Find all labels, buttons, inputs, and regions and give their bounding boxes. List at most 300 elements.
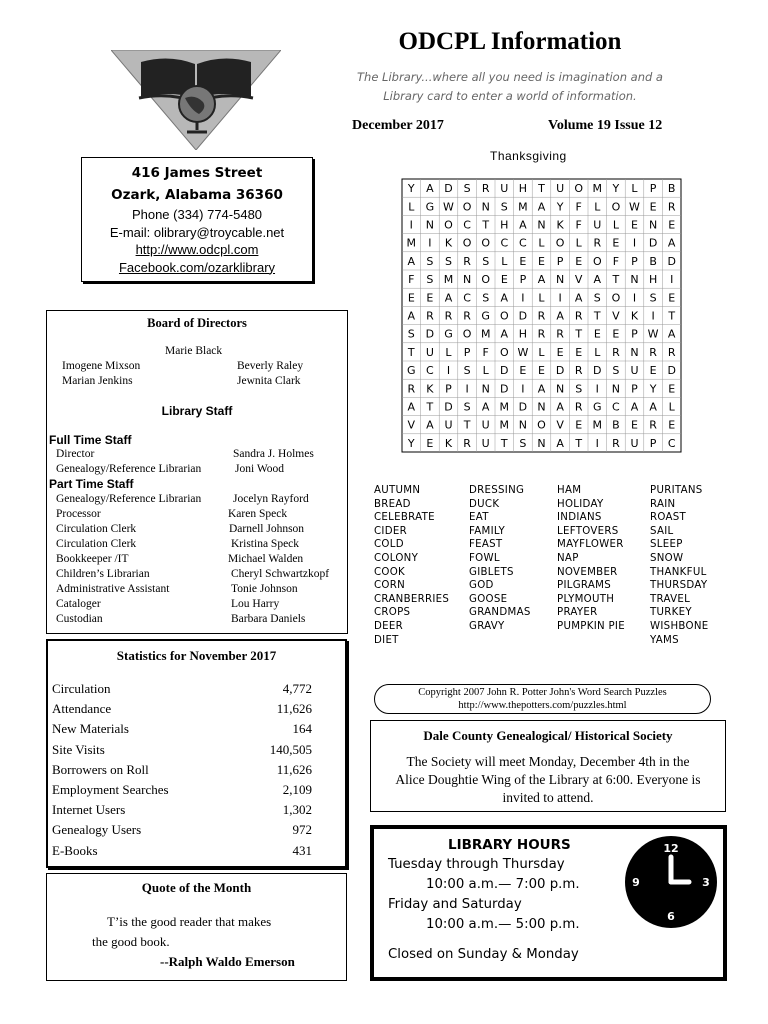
grid-letter: A xyxy=(444,291,453,305)
grid-letter: O xyxy=(611,291,621,305)
grid-letter: T xyxy=(575,327,583,341)
statistic-label: Employment Searches xyxy=(52,782,169,797)
phone-number: Phone (334) 774-5480 xyxy=(131,207,263,222)
statistic-label: Site Visits xyxy=(52,741,105,757)
grid-letter: A xyxy=(667,327,676,341)
grid-letter: R xyxy=(426,309,434,323)
grid-letter: T xyxy=(463,418,471,432)
grid-letter: N xyxy=(481,200,490,214)
grid-letter: O xyxy=(574,182,584,196)
puzzle-title: Thanksgiving xyxy=(490,149,567,163)
grid-letter: C xyxy=(612,400,620,414)
grid-letter: R xyxy=(463,309,471,323)
website-link[interactable]: http://www.odcpl.com xyxy=(135,242,259,257)
grid-letter: N xyxy=(630,273,639,287)
grid-letter: U xyxy=(593,218,602,232)
grid-letter: E xyxy=(519,364,527,378)
grid-letter: A xyxy=(649,400,657,414)
grid-letter: E xyxy=(668,291,676,305)
grid-letter: V xyxy=(407,418,416,432)
grid-letter: A xyxy=(426,182,434,196)
grid-letter: P xyxy=(631,327,638,341)
puzzle-word: RAIN xyxy=(650,498,676,510)
staff-role: Genealogy/Reference Librarian xyxy=(56,493,202,505)
grid-letter: T xyxy=(482,218,490,232)
grid-letter: S xyxy=(426,273,434,287)
grid-letter: E xyxy=(575,345,583,359)
puzzle-word: GOOSE xyxy=(469,593,508,605)
grid-letter: O xyxy=(481,273,491,287)
grid-letter: E xyxy=(575,418,583,432)
grid-letter: C xyxy=(667,436,676,450)
grid-letter: N xyxy=(481,382,490,396)
word-column-1 xyxy=(374,484,449,647)
grid-letter: W xyxy=(629,200,640,214)
staff-name: Karen Speck xyxy=(228,508,288,520)
grid-letter: A xyxy=(407,309,416,323)
grid-letter: U xyxy=(444,418,453,432)
staff-name: Jocelyn Rayford xyxy=(233,493,309,505)
staff-name: Tonie Johnson xyxy=(231,583,298,595)
grid-letter: E xyxy=(538,254,545,268)
grid-letter: O xyxy=(592,254,602,268)
statistic-label: Genealogy Users xyxy=(52,822,142,838)
grid-letter: Y xyxy=(612,182,620,196)
grid-letter: E xyxy=(668,418,676,432)
grid-letter: T xyxy=(593,309,601,323)
grid-letter: R xyxy=(463,254,471,268)
staff-role: Administrative Assistant xyxy=(56,583,170,595)
grid-letter: C xyxy=(519,236,527,250)
grid-letter: N xyxy=(555,382,565,396)
library-hours-box xyxy=(370,825,727,981)
puzzle-word: FAMILY xyxy=(469,525,506,537)
grid-letter: E xyxy=(538,364,545,378)
staff-role: Cataloger xyxy=(56,598,101,610)
puzzle-word: HAM xyxy=(557,485,582,496)
grid-letter: E xyxy=(612,327,620,341)
grid-letter: D xyxy=(500,364,509,378)
grid-letter: M xyxy=(480,327,491,341)
grid-letter: R xyxy=(667,200,676,214)
grid-letter: O xyxy=(481,236,491,250)
grid-letter: R xyxy=(537,309,546,323)
grid-letter: D xyxy=(444,400,453,414)
society-line-2: Alice Doughtie Wing of the Library at 6:00. Everyone is xyxy=(395,772,701,787)
grid-letter: T xyxy=(538,182,545,196)
grid-letter: G xyxy=(593,400,602,414)
grid-letter: C xyxy=(500,236,509,250)
grid-letter: S xyxy=(407,327,415,341)
grid-letter: C xyxy=(463,291,471,305)
staff-role: Director xyxy=(56,448,95,460)
grid-letter: A xyxy=(556,309,564,323)
grid-letter: A xyxy=(537,273,546,287)
grid-letter: Y xyxy=(407,182,415,196)
grid-letter: S xyxy=(482,254,490,268)
grid-letter: E xyxy=(426,291,434,305)
statistic-row xyxy=(52,822,312,838)
puzzle-word: DIET xyxy=(374,634,399,646)
statistic-row xyxy=(52,701,312,717)
street-address: 416 James Street xyxy=(131,165,263,181)
grid-letter: U xyxy=(500,182,509,196)
grid-letter: I xyxy=(595,436,599,450)
grid-letter: W xyxy=(443,200,454,214)
grid-letter: A xyxy=(537,382,546,396)
clock-number-12: 12 xyxy=(663,842,679,855)
statistic-row xyxy=(52,681,312,697)
grid-letter: L xyxy=(538,236,545,250)
society-box xyxy=(370,720,726,812)
puzzle-word: PILGRAMS xyxy=(557,580,612,592)
grid-letter: I xyxy=(428,236,432,250)
book-globe-logo xyxy=(111,50,281,150)
email-address[interactable]: E-mail: olibrary@troycable.net xyxy=(109,224,285,240)
grid-letter: D xyxy=(648,236,658,250)
grid-letter: K xyxy=(444,236,453,250)
puzzle-word: DRESSING xyxy=(469,485,525,496)
grid-letter: P xyxy=(556,254,564,268)
grid-letter: M xyxy=(499,418,510,432)
puzzle-word: PLYMOUTH xyxy=(557,593,615,605)
statistic-value: 4,772 xyxy=(282,681,312,696)
grid-letter: N xyxy=(518,418,528,432)
puzzle-word: CIDER xyxy=(374,525,407,537)
staff-role: Processor xyxy=(56,508,101,520)
grid-letter: R xyxy=(593,236,602,250)
society-line-1: The Society will meet Monday, December 4th in the xyxy=(406,754,690,769)
puzzle-word: EAT xyxy=(469,512,489,524)
puzzle-word: CRANBERRIES xyxy=(374,593,450,605)
grid-letter: D xyxy=(518,309,528,323)
puzzle-word: FEAST xyxy=(469,539,503,551)
grid-letter: V xyxy=(556,418,564,432)
grid-letter: E xyxy=(575,254,583,268)
grid-letter: T xyxy=(500,436,508,450)
statistic-value: 2,109 xyxy=(282,782,312,797)
board-staff-box xyxy=(46,310,348,634)
grid-letter: R xyxy=(537,327,546,341)
grid-letter: D xyxy=(518,400,528,414)
grid-letter: A xyxy=(593,273,602,287)
grid-letter: A xyxy=(630,400,639,414)
grid-letter: A xyxy=(537,200,546,214)
grid-letter: O xyxy=(499,309,509,323)
staff-name: Sandra J. Holmes xyxy=(233,448,314,460)
word-column-3 xyxy=(557,484,625,634)
statistic-value: 1,302 xyxy=(282,802,312,818)
word-search-grid xyxy=(400,178,686,458)
grid-letter: B xyxy=(649,254,657,268)
grid-letter: R xyxy=(612,436,620,450)
grid-letter: M xyxy=(406,236,417,250)
grid-letter: D xyxy=(667,254,676,268)
statistic-row xyxy=(52,762,312,778)
grid-letter: A xyxy=(426,418,434,432)
grid-letter: S xyxy=(482,291,490,305)
grid-letter: E xyxy=(500,273,508,287)
grid-letter: N xyxy=(537,218,546,232)
statistic-value: 140,505 xyxy=(269,741,312,757)
grid-letter: I xyxy=(465,382,469,396)
hours-days-2: Friday and Saturday xyxy=(388,897,522,912)
puzzle-word: CROPS xyxy=(374,607,411,619)
grid-letter: O xyxy=(499,345,509,359)
grid-letter: R xyxy=(574,364,583,378)
statistic-label: New Materials xyxy=(52,721,129,737)
grid-letter: U xyxy=(630,436,639,450)
puzzle-word: FOWL xyxy=(469,552,500,564)
grid-letter: E xyxy=(668,218,676,232)
society-text xyxy=(371,753,725,807)
grid-letter: M xyxy=(499,400,510,414)
hours-days-1: Tuesday through Thursday xyxy=(388,857,565,872)
city-address: Ozark, Alabama 36360 xyxy=(111,187,283,203)
grid-letter: O xyxy=(555,236,565,250)
grid-letter: T xyxy=(426,400,434,414)
puzzle-word: INDIANS xyxy=(557,512,602,524)
grid-letter: Y xyxy=(649,382,657,396)
puzzle-word: NOVEMBER xyxy=(557,566,618,578)
puzzle-word: WISHBONE xyxy=(650,620,709,632)
clock-number-6: 6 xyxy=(667,910,675,923)
grid-letter: L xyxy=(668,400,675,414)
grid-letter: A xyxy=(519,218,527,232)
issue-volume: Volume 19 Issue 12 xyxy=(548,118,663,133)
grid-letter: M xyxy=(518,200,528,214)
board-member: Beverly Raley xyxy=(237,360,304,372)
library-logo xyxy=(111,50,281,150)
grid-letter: R xyxy=(649,418,657,432)
grid-letter: I xyxy=(446,364,451,378)
issue-date: December 2017 xyxy=(352,118,444,133)
grid-letter: L xyxy=(594,200,601,214)
grid-letter: U xyxy=(425,345,434,359)
grid-letter: A xyxy=(556,436,564,450)
grid-letter: Y xyxy=(556,200,564,214)
grid-letter: L xyxy=(482,364,489,378)
grid-letter: B xyxy=(612,418,620,432)
grid-letter: L xyxy=(538,291,545,305)
grid-letter: E xyxy=(668,382,676,396)
grid-letter: R xyxy=(649,345,657,359)
grid-letter: F xyxy=(482,345,489,359)
grid-letter: R xyxy=(556,327,564,341)
grid-letter: O xyxy=(611,200,621,214)
tagline xyxy=(345,68,675,106)
grid-letter: V xyxy=(574,273,583,287)
quote-title: Quote of the Month xyxy=(141,880,252,895)
puzzle-word: NAP xyxy=(557,552,579,564)
grid-letter: L xyxy=(594,345,601,359)
statistic-label: Circulation xyxy=(52,681,111,696)
grid-letter: I xyxy=(670,273,674,287)
puzzle-word: TURKEY xyxy=(650,607,692,619)
grid-letter: R xyxy=(481,182,490,196)
hours-time-1: 10:00 a.m.— 7:00 p.m. xyxy=(426,877,580,892)
puzzle-word: COLD xyxy=(374,539,404,551)
clock-icon xyxy=(622,833,720,931)
puzzle-copyright xyxy=(374,684,711,714)
grid-letter: E xyxy=(519,254,527,268)
puzzle-word: PURITANS xyxy=(650,485,703,496)
staff-role: Circulation Clerk xyxy=(56,523,137,535)
grid-letter: L xyxy=(631,182,638,196)
puzzle-word: PRAYER xyxy=(557,607,598,619)
grid-letter: A xyxy=(500,327,509,341)
grid-letter: U xyxy=(556,182,565,196)
staff-role: Genealogy/Reference Librarian xyxy=(56,463,202,475)
grid-letter: M xyxy=(592,418,603,432)
grid-letter: S xyxy=(500,200,508,214)
grid-letter: E xyxy=(649,364,657,378)
grid-letter: L xyxy=(538,345,545,359)
statistic-label: Attendance xyxy=(52,701,112,717)
hours-closed: Closed on Sunday & Monday xyxy=(388,947,579,962)
grid-letter: Y xyxy=(407,436,415,450)
grid-letter: D xyxy=(667,364,676,378)
staff-role: Bookkeeper /IT xyxy=(56,553,129,565)
full-time-label: Full Time Staff xyxy=(49,433,132,447)
part-time-label: Part Time Staff xyxy=(49,477,134,491)
grid-letter: I xyxy=(632,236,637,250)
grid-letter: S xyxy=(612,364,620,378)
grid-letter: S xyxy=(463,400,471,414)
grid-letter: O xyxy=(462,200,472,214)
puzzle-word: SLEEP xyxy=(650,539,683,551)
grid-letter: F xyxy=(408,273,415,287)
grid-letter: K xyxy=(556,218,564,232)
grid-letter: A xyxy=(407,400,416,414)
statistic-value: 431 xyxy=(292,842,312,858)
grid-letter: K xyxy=(426,382,434,396)
grid-letter: M xyxy=(592,182,603,196)
puzzle-word: SNOW xyxy=(650,552,684,564)
statistic-value: 11,626 xyxy=(276,701,312,717)
hours-time-2: 10:00 a.m.— 5:00 p.m. xyxy=(426,917,580,932)
grid-letter: A xyxy=(500,291,509,305)
statistic-label: Borrowers on Roll xyxy=(52,761,149,777)
grid-letter: G xyxy=(425,200,435,214)
statistic-label: E-Books xyxy=(52,842,98,858)
grid-letter: W xyxy=(517,345,529,359)
statistic-value: 164 xyxy=(292,721,312,737)
grid-letter: F xyxy=(575,200,582,214)
grid-letter: C xyxy=(463,218,471,232)
grid-letter: E xyxy=(649,200,657,214)
statistic-value: 11,626 xyxy=(276,761,312,777)
grid-letter: K xyxy=(444,436,453,450)
staff-name: Lou Harry xyxy=(231,598,280,610)
grid-letter: I xyxy=(595,382,599,396)
puzzle-word: GRAVY xyxy=(469,620,505,632)
staff-role: Children’s Librarian xyxy=(56,568,150,580)
grid-letter: L xyxy=(501,254,508,268)
facebook-link[interactable]: Facebook.com/ozarklibrary xyxy=(118,259,276,275)
society-title: Dale County Genealogical/ Historical Society xyxy=(423,728,673,743)
grid-letter: M xyxy=(443,273,454,287)
grid-letter: W xyxy=(647,327,659,341)
grid-letter: P xyxy=(649,436,657,450)
grid-letter: N xyxy=(425,218,435,232)
grid-letter: B xyxy=(667,182,676,196)
grid-letter: H xyxy=(648,273,658,287)
grid-letter: H xyxy=(518,327,528,341)
grid-letter: N xyxy=(462,273,472,287)
grid-letter: U xyxy=(481,418,490,432)
grid-letter: T xyxy=(575,436,583,450)
staff-role: Custodian xyxy=(56,613,103,625)
puzzle-word: GIBLETS xyxy=(469,566,514,578)
grid-letter: E xyxy=(426,436,434,450)
puzzle-word: MAYFLOWER xyxy=(557,539,624,551)
statistics-box xyxy=(46,639,347,868)
puzzle-word: COLONY xyxy=(374,552,419,564)
statistics-title: Statistics for November 2017 xyxy=(116,648,277,663)
grid-letter: L xyxy=(445,345,452,359)
grid-letter: S xyxy=(519,436,527,450)
puzzle-word: CORN xyxy=(374,580,406,592)
grid-letter: R xyxy=(463,436,471,450)
grid-letter: O xyxy=(462,236,472,250)
grid-letter: I xyxy=(651,309,655,323)
grid-letter: T xyxy=(407,345,415,359)
staff-name: Michael Walden xyxy=(228,553,304,565)
grid-letter: E xyxy=(556,345,564,359)
puzzle-word: THURSDAY xyxy=(650,580,708,592)
board-title: Board of Directors xyxy=(147,316,247,330)
staff-name: Cheryl Schwartzkopf xyxy=(231,568,330,580)
puzzle-word: GOD xyxy=(469,580,494,592)
grid-letter: V xyxy=(612,309,620,323)
grid-letter: E xyxy=(631,418,638,432)
grid-letter: G xyxy=(407,364,416,378)
puzzle-word: GRANDMAS xyxy=(469,607,531,619)
grid-letter: U xyxy=(481,436,490,450)
word-list xyxy=(374,484,714,654)
puzzle-word: DUCK xyxy=(469,498,500,510)
grid-letter: N xyxy=(630,345,639,359)
grid-letter: D xyxy=(555,364,565,378)
grid-letter: K xyxy=(630,309,639,323)
grid-letter: T xyxy=(612,273,620,287)
grid-letter: I xyxy=(521,291,525,305)
grid-letter: D xyxy=(593,364,602,378)
grid-letter: N xyxy=(648,218,658,232)
grid-letter: O xyxy=(462,327,472,341)
grid-letter: E xyxy=(631,218,638,232)
grid-letter: G xyxy=(481,309,490,323)
puzzle-word: BREAD xyxy=(374,498,411,510)
quote-author: --Ralph Waldo Emerson xyxy=(160,954,295,969)
staff-name: Darnell Johnson xyxy=(229,523,305,535)
grid-letter: E xyxy=(407,291,415,305)
grid-letter: F xyxy=(612,254,620,268)
grid-letter: P xyxy=(519,273,527,287)
copyright-link[interactable]: http://www.thepotters.com/puzzles.html xyxy=(458,700,627,711)
address-box xyxy=(81,157,313,282)
staff-role: Circulation Clerk xyxy=(56,538,137,550)
grid-letter: I xyxy=(558,291,562,305)
quote-line-2: the good book. xyxy=(92,934,170,949)
grid-letter: N xyxy=(611,382,621,396)
grid-letter: N xyxy=(555,273,565,287)
puzzle-word: LEFTOVERS xyxy=(557,525,619,537)
grid-letter: C xyxy=(426,364,434,378)
grid-letter: H xyxy=(500,218,509,232)
grid-letter: L xyxy=(575,236,582,250)
